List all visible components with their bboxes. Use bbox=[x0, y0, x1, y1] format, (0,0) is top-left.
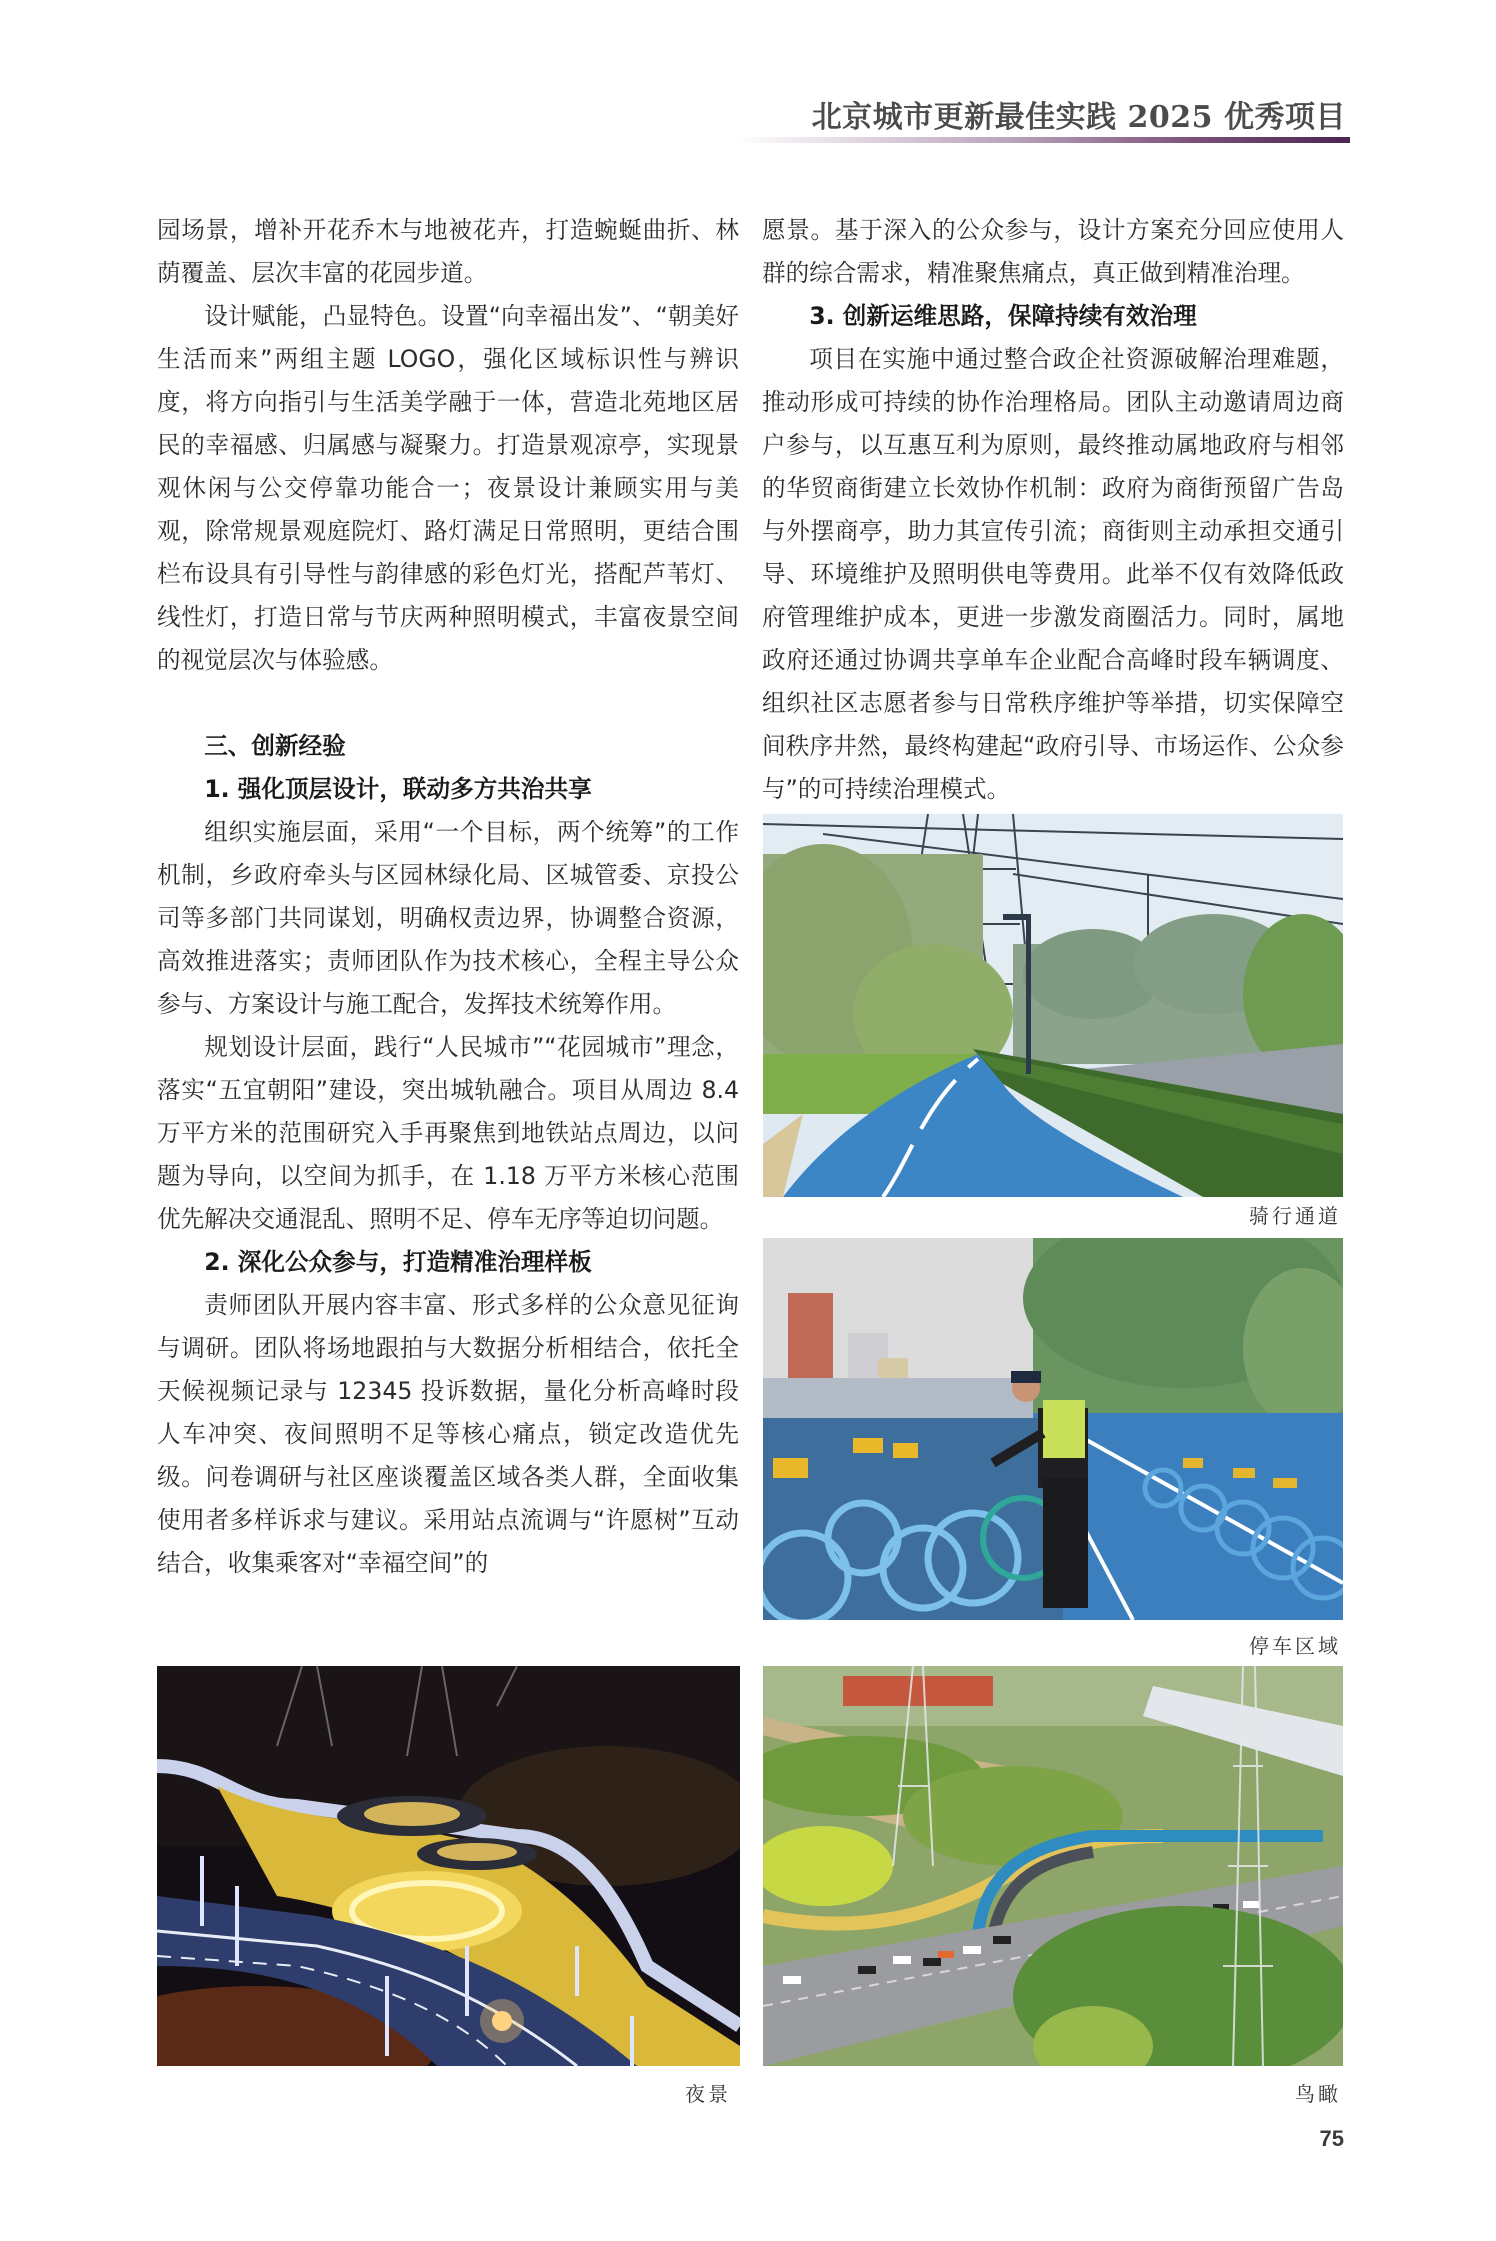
caption-aerial: 鸟瞰 bbox=[1295, 2082, 1341, 2106]
paragraph-organization: 组织实施层面，采用“一个目标，两个统筹”的工作机制，乡政府牵头与区园林绿化局、区城管委、京投公司等多部门共同谋划，明确权责边界，协调整合资源，高效推进落实；责师团队作为技术核心，全程主导公众参与、方案设计与施工配合，发挥技术统筹作用。 bbox=[157, 818, 739, 1018]
paragraph-planning: 规划设计层面，践行“人民城市”“花园城市”理念，落实“五宜朝阳”建设，突出城轨融合。项目从周边 8.4 万平方米的范围研究入手再聚焦到地铁站点周边，以问题为导向，以空间为抓手，在 1.18 万平方米核心范围优先解决交通混乱、照明不足、停车无序等迫切问题。 bbox=[157, 1033, 739, 1233]
paragraph-operations: 项目在实施中通过整合政企社资源破解治理难题，推动形成可持续的协作治理格局。团队主动邀请周边商户参与，以互惠互利为原则，最终推动属地政府与相邻的华贸商街建立长效协作机制：政府为商街预留广告岛与外摆商亭，助力其宣传引流；商街则主动承担交通引导、环境维护及照明供电等费用。此举不仅有效降低政府管理维护成本，更进一步激发商圈活力。同时，属地政府还通过协调共享单车企业配合高峰时段车辆调度、组织社区志愿者参与日常秩序维护等举措，切实保障空间秩序井然，最终构建起“政府引导、市场运作、公众参与”的可持续治理模式。 bbox=[762, 345, 1344, 803]
spacer bbox=[157, 682, 739, 725]
left-text-column bbox=[157, 209, 739, 1585]
night-scene-image bbox=[157, 1666, 740, 2066]
photo-night-scene bbox=[157, 1666, 740, 2066]
paragraph-continued-right: 愿景。基于深入的公众参与，设计方案充分回应使用人群的综合需求，精准聚焦痛点，真正做到精准治理。 bbox=[762, 216, 1344, 287]
photo-cycling-lane bbox=[763, 814, 1343, 1197]
photo-aerial-view bbox=[763, 1666, 1343, 2066]
parking-area-image bbox=[763, 1238, 1343, 1620]
paragraph-public-participation: 责师团队开展内容丰富、形式多样的公众意见征询与调研。团队将场地跟拍与大数据分析相结合，依托全天候视频记录与 12345 投诉数据，量化分析高峰时段人车冲突、夜间照明不足等核心痛点，锁定改造优先级。问卷调研与社区座谈覆盖区域各类人群，全面收集使用者多样诉求与建议。采用站点流调与“许愿树”互动结合，收集乘客对“幸福空间”的 bbox=[157, 1291, 739, 1577]
subheading-2: 2. 深化公众参与，打造精准治理样板 bbox=[204, 1248, 592, 1276]
caption-parking: 停车区域 bbox=[1249, 1634, 1341, 1658]
aerial-view-image bbox=[763, 1666, 1343, 2066]
page-number: 75 bbox=[1319, 2126, 1344, 2151]
section-heading-innovation: 三、创新经验 bbox=[204, 732, 346, 760]
cycling-lane-image bbox=[763, 814, 1343, 1197]
caption-night: 夜景 bbox=[685, 2082, 731, 2106]
subheading-3: 3. 创新运维思路，保障持续有效治理 bbox=[809, 302, 1197, 330]
running-header-title: 北京城市更新最佳实践 2025 优秀项目 bbox=[811, 100, 1346, 135]
photo-parking-area bbox=[763, 1238, 1343, 1620]
paragraph-design-empowerment: 设计赋能，凸显特色。设置“向幸福出发”、“朝美好生活而来”两组主题 LOGO，强化区域标识性与辨识度，将方向指引与生活美学融于一体，营造北苑地区居民的幸福感、归属感与凝聚力。打造景观凉亭，实现景观休闲与公交停靠功能合一；夜景设计兼顾实用与美观，除常规景观庭院灯、路灯满足日常照明，更结合围栏布设具有引导性与韵律感的彩色灯光，搭配芦苇灯、线性灯，打造日常与节庆两种照明模式，丰富夜景空间的视觉层次与体验感。 bbox=[157, 302, 739, 674]
subheading-1: 1. 强化顶层设计，联动多方共治共享 bbox=[204, 775, 592, 803]
paragraph-continued: 园场景，增补开花乔木与地被花卉，打造蜿蜒曲折、林荫覆盖、层次丰富的花园步道。 bbox=[157, 216, 739, 287]
right-text-column bbox=[762, 209, 1344, 811]
header-gradient-rule bbox=[735, 137, 1350, 143]
caption-cycling: 骑行通道 bbox=[1249, 1204, 1341, 1228]
